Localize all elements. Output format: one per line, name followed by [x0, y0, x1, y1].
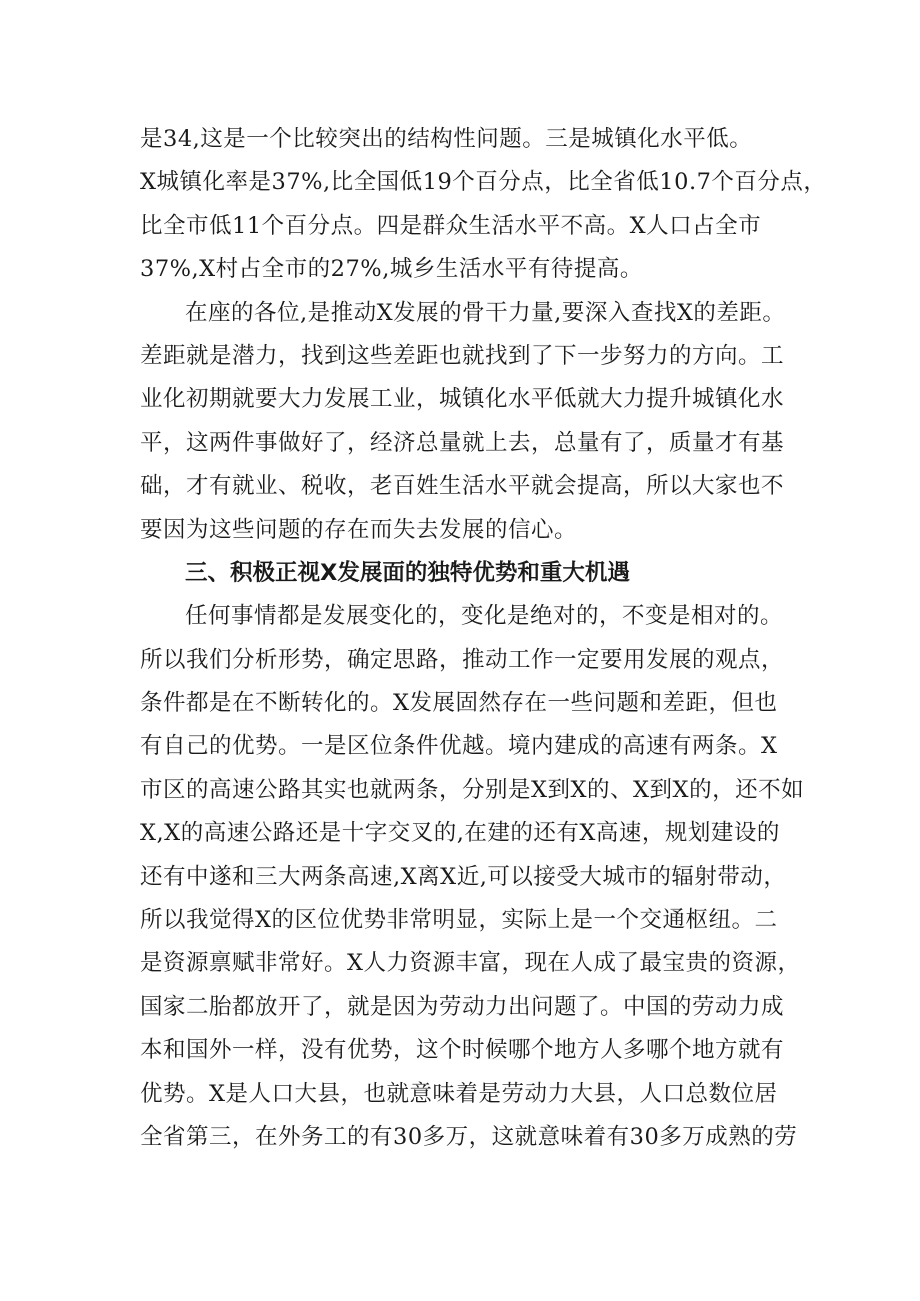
body-line: 所以我觉得X的区位优势非常明显，实际上是一个交通枢纽。二	[140, 907, 778, 934]
body-line: 市区的高速公路其实也就两条，分别是X到X的、X到X的，还不如	[140, 776, 805, 803]
body-line: 国家二胎都放开了，就是因为劳动力出问题了。中国的劳动力成	[140, 993, 785, 1020]
body-line: 础，才有就业、税收，老百姓生活水平就会提高，所以大家也不	[140, 473, 785, 500]
body-line: 本和国外一样，没有优势，这个时候哪个地方人多哪个地方就有	[140, 1037, 785, 1064]
body-line: 比全市低11个百分点。四是群众生活水平不高。X人口占全市	[140, 212, 762, 239]
body-line: 还有中遂和三大两条高速,X离X近,可以接受大城市的辐射带动，	[140, 863, 787, 890]
body-line: 平，这两件事做好了，经济总量就上去，总量有了，质量才有基	[140, 429, 785, 456]
body-line: X城镇化率是37%,比全国低19个百分点，比全省低10.7个百分点，	[140, 169, 827, 196]
body-line: 差距就是潜力，找到这些差距也就找到了下一步努力的方向。工	[140, 342, 785, 369]
section-heading: 三、积极正视X发展面的独特优势和重大机遇	[185, 559, 630, 586]
body-line: 有自己的优势。一是区位条件优越。境内建成的高速有两条。X	[140, 733, 778, 760]
body-line: 条件都是在不断转化的。X发展固然存在一些问题和差距，但也	[140, 690, 778, 717]
paragraph-start-line: 在座的各位,是推动X发展的骨干力量,要深入查找X的差距。	[185, 299, 786, 326]
body-line: 要因为这些问题的存在而失去发展的信心。	[140, 516, 578, 543]
body-line: 优势。X是人口大县，也就意味着是劳动力大县，人口总数位居	[140, 1080, 778, 1107]
body-line: 业化初期就要大力发展工业，城镇化水平低就大力提升城镇化水	[140, 386, 785, 413]
document-body	[140, 118, 827, 1159]
body-line: X,X的高速公路还是十字交叉的,在建的还有X高速，规划建设的	[140, 820, 780, 847]
body-line: 是34,这是一个比较突出的结构性问题。三是城镇化水平低。	[140, 126, 753, 152]
paragraph-start-line: 任何事情都是发展变化的，变化是绝对的，不变是相对的。	[185, 603, 784, 630]
body-line: 所以我们分析形势，确定思路，推动工作一定要用发展的观点，	[140, 646, 785, 673]
body-line: 全省第三，在外务工的有30多万，这就意味着有30多万成熟的劳	[140, 1123, 798, 1150]
body-line: 37%,X村占全市的27%,城乡生活水平有待提高。	[140, 256, 643, 283]
body-line: 是资源禀赋非常好。X人力资源丰富，现在人成了最宝贵的资源，	[140, 950, 801, 977]
